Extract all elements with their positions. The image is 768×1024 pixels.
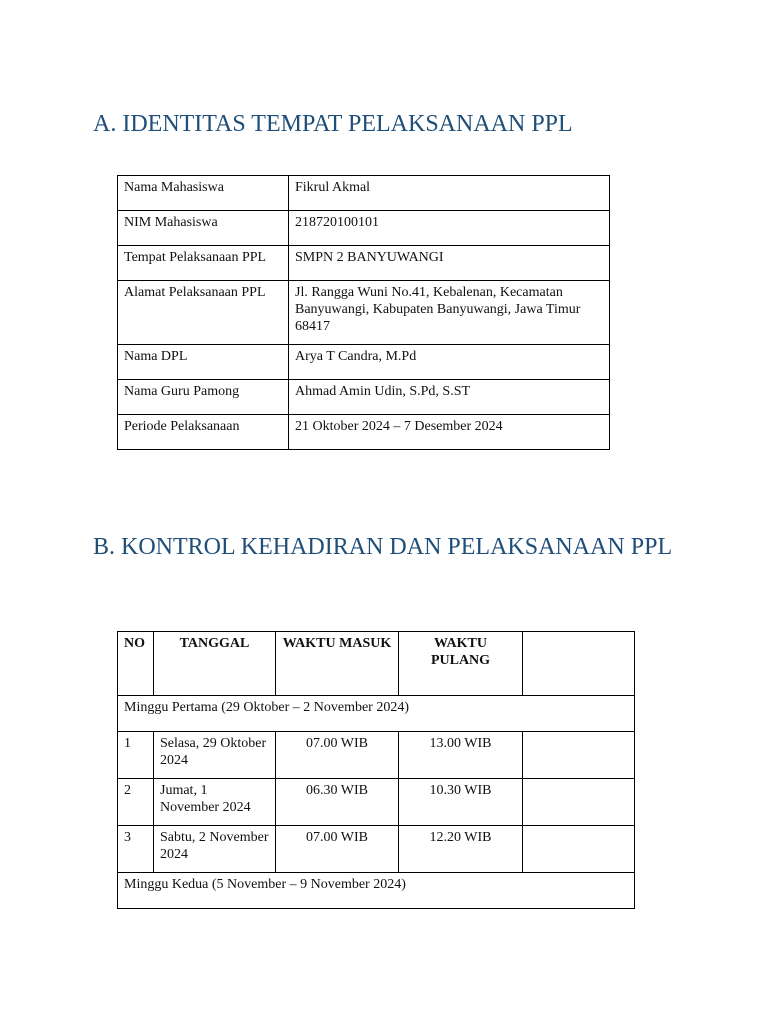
identitas-label: Nama Mahasiswa bbox=[118, 176, 289, 211]
day-tanggal: Sabtu, 2 November 2024 bbox=[154, 826, 276, 873]
day-waktu-pulang: 12.20 WIB bbox=[399, 826, 523, 873]
identitas-label: Periode Pelaksanaan bbox=[118, 415, 289, 450]
day-no: 2 bbox=[118, 779, 154, 826]
table-row bbox=[118, 246, 610, 281]
identitas-label: NIM Mahasiswa bbox=[118, 211, 289, 246]
week-label: Minggu Pertama (29 Oktober – 2 November 2024) bbox=[118, 696, 635, 732]
day-no: 1 bbox=[118, 732, 154, 779]
identitas-value: Ahmad Amin Udin, S.Pd, S.ST bbox=[289, 380, 610, 415]
day-waktu-masuk: 06.30 WIB bbox=[276, 779, 399, 826]
day-no: 3 bbox=[118, 826, 154, 873]
identitas-table bbox=[117, 175, 610, 450]
day-tanggal: Jumat, 1 November 2024 bbox=[154, 779, 276, 826]
column-header-waktu-masuk: WAKTU MASUK bbox=[276, 632, 399, 696]
column-header-extra bbox=[523, 632, 635, 696]
identitas-value: 21 Oktober 2024 – 7 Desember 2024 bbox=[289, 415, 610, 450]
column-header-tanggal: TANGGAL bbox=[154, 632, 276, 696]
day-waktu-pulang: 13.00 WIB bbox=[399, 732, 523, 779]
table-header-row bbox=[118, 632, 635, 696]
day-extra bbox=[523, 826, 635, 873]
section-b-heading: B. KONTROL KEHADIRAN DAN PELAKSANAAN PPL bbox=[93, 534, 673, 560]
table-row bbox=[118, 380, 610, 415]
day-waktu-masuk: 07.00 WIB bbox=[276, 826, 399, 873]
day-extra bbox=[523, 779, 635, 826]
identitas-label: Tempat Pelaksanaan PPL bbox=[118, 246, 289, 281]
table-row bbox=[118, 826, 635, 873]
table-row bbox=[118, 415, 610, 450]
table-row bbox=[118, 779, 635, 826]
identitas-value: 218720100101 bbox=[289, 211, 610, 246]
identitas-label: Nama DPL bbox=[118, 345, 289, 380]
identitas-label: Nama Guru Pamong bbox=[118, 380, 289, 415]
day-waktu-masuk: 07.00 WIB bbox=[276, 732, 399, 779]
table-row bbox=[118, 732, 635, 779]
column-header-waktu-pulang: WAKTU PULANG bbox=[399, 632, 523, 696]
kehadiran-table bbox=[117, 631, 635, 909]
table-row bbox=[118, 176, 610, 211]
day-extra bbox=[523, 732, 635, 779]
week-row bbox=[118, 696, 635, 732]
table-row bbox=[118, 281, 610, 345]
identitas-label: Alamat Pelaksanaan PPL bbox=[118, 281, 289, 345]
table-row bbox=[118, 211, 610, 246]
identitas-value: SMPN 2 BANYUWANGI bbox=[289, 246, 610, 281]
day-waktu-pulang: 10.30 WIB bbox=[399, 779, 523, 826]
week-label: Minggu Kedua (5 November – 9 November 2024) bbox=[118, 873, 635, 909]
week-row bbox=[118, 873, 635, 909]
table-row bbox=[118, 345, 610, 380]
identitas-value: Arya T Candra, M.Pd bbox=[289, 345, 610, 380]
day-tanggal: Selasa, 29 Oktober 2024 bbox=[154, 732, 276, 779]
column-header-no: NO bbox=[118, 632, 154, 696]
identitas-value: Fikrul Akmal bbox=[289, 176, 610, 211]
section-a-heading: A. IDENTITAS TEMPAT PELAKSANAAN PPL bbox=[93, 111, 573, 137]
identitas-value: Jl. Rangga Wuni No.41, Kebalenan, Kecamatan Banyuwangi, Kabupaten Banyuwangi, Jawa Timur 68417 bbox=[289, 281, 610, 345]
